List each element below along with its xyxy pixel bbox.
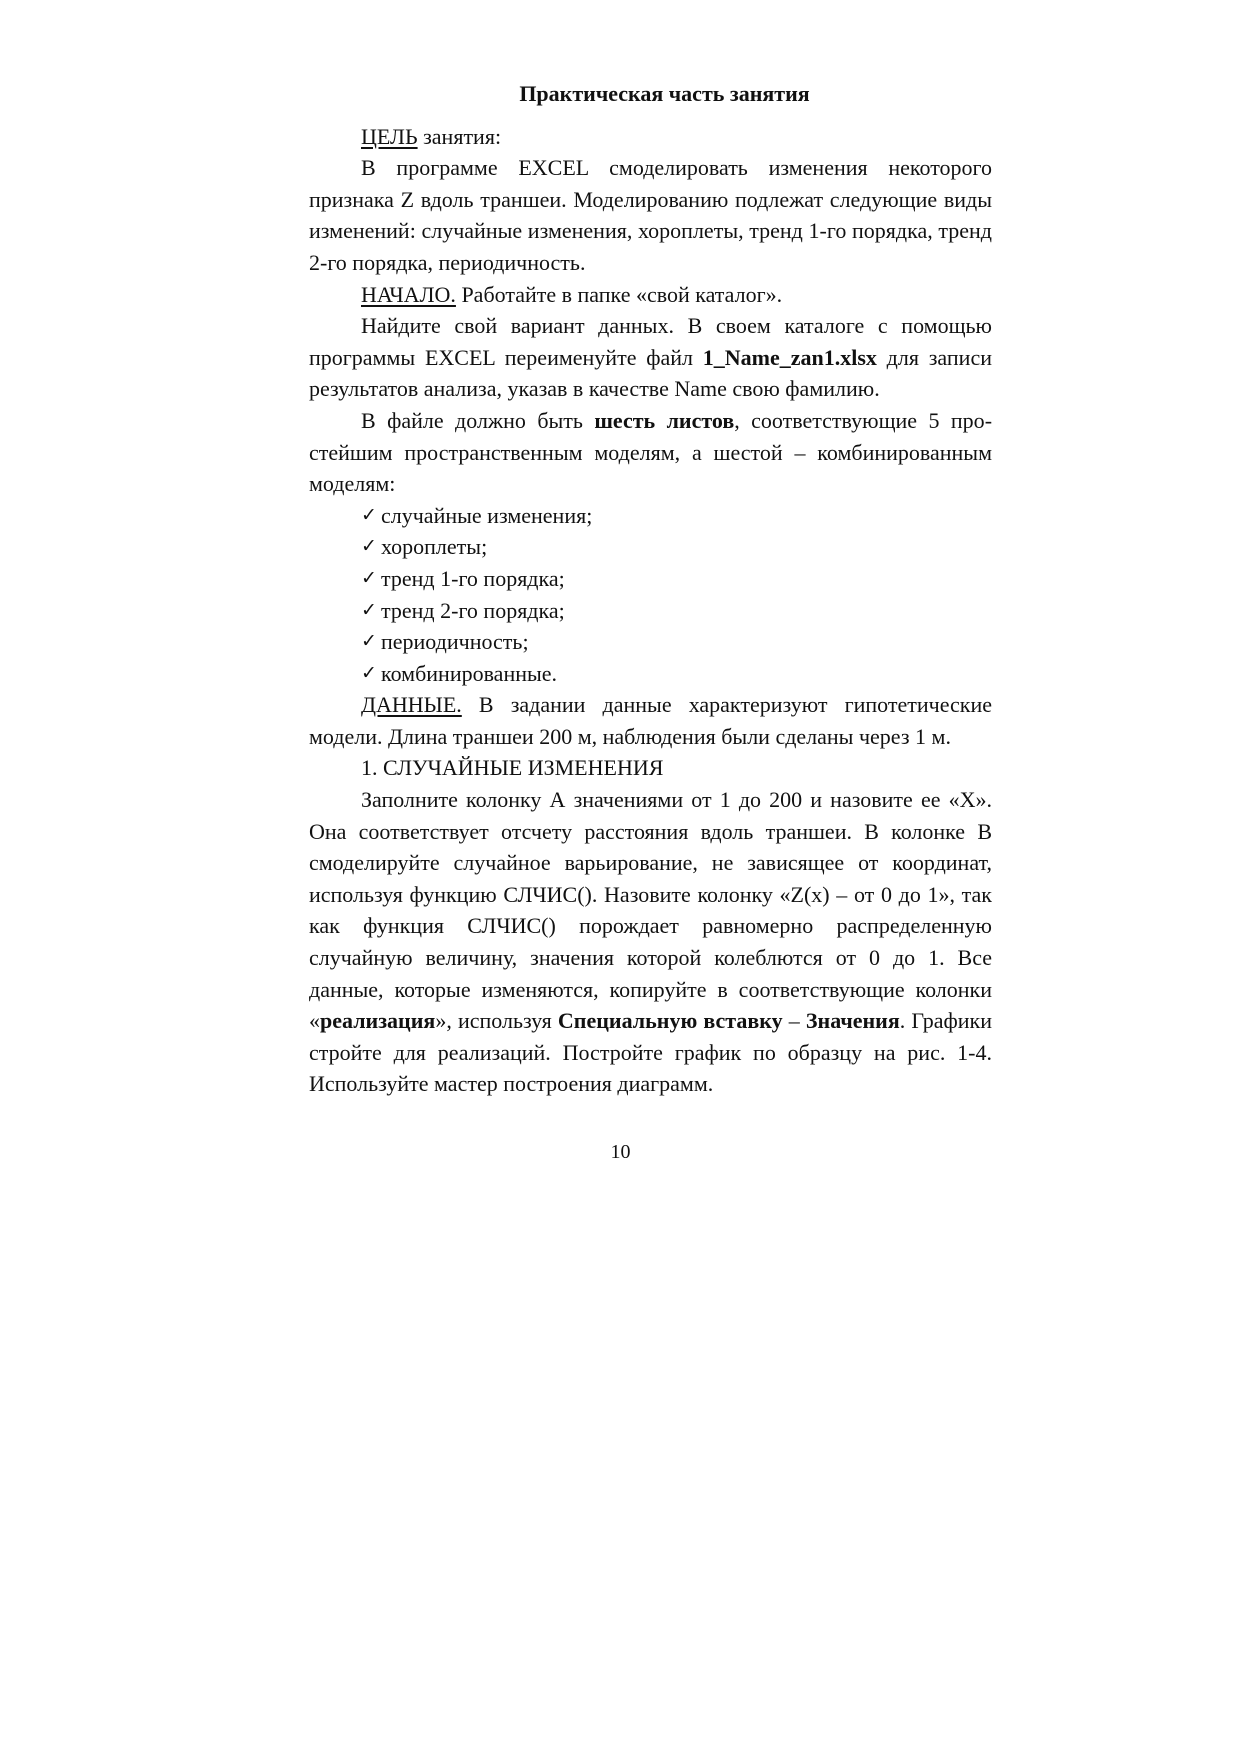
check-icon: ✓ bbox=[361, 630, 377, 653]
goal-paragraph: В программе EXCEL смоделировать изменения некоторого признака Z вдоль траншеи. Моделированию подлежат следующие виды изменений: случайные изменения, хороплеты, тренд 1-го порядка, тренд 2-го порядка, периодичность. bbox=[309, 155, 992, 275]
find-text-before: Найдите свой вариант данных. В своем каталоге с помощью программы EXCEL переименуйте файл bbox=[309, 313, 992, 370]
list-item bbox=[361, 531, 992, 563]
check-icon: ✓ bbox=[361, 503, 377, 526]
sheets-paragraph bbox=[309, 405, 992, 500]
section-heading: 1. СЛУЧАЙНЫЕ ИЗМЕНЕНИЯ bbox=[361, 755, 664, 781]
check-icon: ✓ bbox=[361, 661, 377, 684]
list-item-text: комбинированные. bbox=[381, 660, 558, 686]
values-term: Значения bbox=[805, 1008, 900, 1034]
list-item bbox=[361, 595, 992, 627]
goal-heading bbox=[309, 121, 992, 153]
section-text-mid: », используя bbox=[435, 1008, 558, 1034]
check-icon: ✓ bbox=[361, 566, 377, 589]
list-item bbox=[361, 500, 992, 532]
find-text-after: для записи результатов анализа, указав в качестве Name свою фамилию. bbox=[309, 344, 992, 402]
sheets-count: шесть листов bbox=[594, 407, 735, 433]
list-item-text: периодичность; bbox=[381, 629, 529, 655]
start-label: НАЧАЛО. bbox=[361, 281, 456, 307]
goal-label: ЦЕЛЬ bbox=[361, 123, 418, 149]
file-name: 1_Name_zan1.xlsx bbox=[702, 344, 877, 370]
list-item-text: тренд 2-го порядка; bbox=[381, 597, 565, 623]
list-item bbox=[361, 563, 992, 595]
section-text-before: Заполните колонку А значениями от 1 до 200 и назовите ее «Х». Она соответствует отсчету расстояния вдоль траншеи. В колонке В смоделируйте случайное варьирование, не зависящее от координат, используя функцию СЛЧИС(). Назовите колонку «Z(x) – от 0 до 1», так как функция СЛЧИС() порождает равномерно распределенную случайную величину, значения которой колеблются от 0 до 1. Все данные, которые изменяются, копируйте в соответствующие колонки « bbox=[309, 787, 992, 1034]
model-list bbox=[309, 500, 992, 690]
list-item bbox=[361, 626, 992, 658]
section-paragraph bbox=[309, 784, 992, 1100]
start-paragraph bbox=[309, 279, 992, 311]
list-item-text: хороплеты; bbox=[381, 534, 488, 560]
realization-term: реализация bbox=[320, 1008, 436, 1034]
data-text: В задании данные характеризуют гипотетические модели. Длина траншеи 200 м, наблюдения были сделаны через 1 м. bbox=[309, 692, 992, 749]
sheets-text-before: В файле должно быть bbox=[361, 407, 595, 433]
data-paragraph bbox=[309, 689, 992, 752]
start-text: Работайте в папке «свой каталог». bbox=[455, 281, 783, 307]
check-icon: ✓ bbox=[361, 535, 377, 558]
special-paste-term: Специальную вставку bbox=[557, 1008, 783, 1034]
list-item-text: тренд 1-го порядка; bbox=[381, 565, 565, 591]
page-number: 10 bbox=[610, 1141, 631, 1163]
find-paragraph bbox=[309, 310, 992, 405]
list-item-text: случайные изменения; bbox=[381, 502, 593, 528]
page-content bbox=[309, 78, 992, 1100]
goal-label-rest: занятия: bbox=[417, 123, 502, 149]
data-label: ДАННЫЕ. bbox=[361, 692, 462, 718]
list-item bbox=[361, 658, 992, 690]
check-icon: ✓ bbox=[361, 598, 377, 621]
page-title: Практическая часть занятия bbox=[519, 81, 810, 106]
sheets-text-after: , соответствующие 5 простейшим пространственным моделям, а шестой – комбинированным моделям: bbox=[309, 407, 993, 497]
section-text-after: . Графики стройте для реализаций. Постройте график по образцу на рис. 1-4. Используйте мастер построения диаграмм. bbox=[309, 1008, 992, 1097]
section-dash: – bbox=[782, 1008, 806, 1034]
